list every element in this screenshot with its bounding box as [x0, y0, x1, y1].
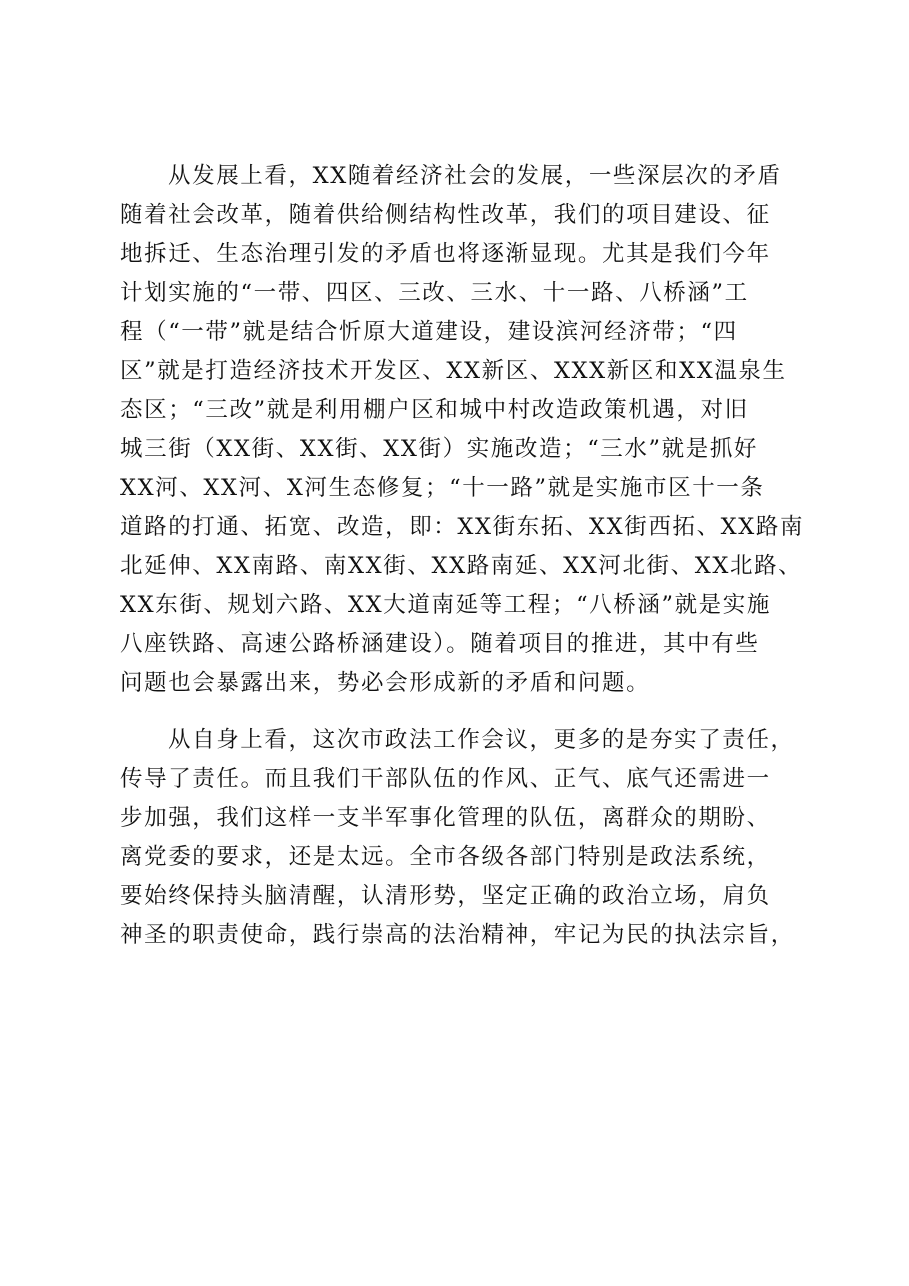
text-line: 八座铁路、高速公路桥涵建设）。随着项目的推进，其中有些: [120, 631, 760, 657]
text-line: 城三街（XX街、XX街、XX街）实施改造；“三水”就是抓好: [120, 436, 759, 462]
text-line: 程（“一带”就是结合忻原大道建设，建设滨河经济带；“四: [120, 319, 738, 345]
text-line: 地拆迁、生态治理引发的矛盾也将逐渐显现。尤其是我们今年: [120, 241, 771, 267]
paragraph-self: [120, 721, 800, 955]
paragraph-gap: [120, 703, 800, 721]
text-line: 从发展上看，XX随着经济社会的发展，一些深层次的矛盾: [168, 163, 782, 189]
paragraph-development: [120, 157, 805, 703]
document-body: [120, 157, 805, 955]
text-line: 要始终保持头脑清醒，认清形势，坚定正确的政治立场，肩负: [120, 883, 771, 909]
text-line: 步加强，我们这样一支半军事化管理的队伍，离群众的期盼、: [120, 805, 771, 831]
text-line: 态区；“三改”就是利用棚户区和城中村改造政策机遇，对旧: [120, 397, 749, 423]
text-line: 离党委的要求，还是太远。全市各级各部门特别是政法系统，: [120, 844, 771, 870]
text-line: 传导了责任。而且我们干部队伍的作风、正气、底气还需进一: [120, 766, 771, 792]
text-line: 从自身上看，这次市政法工作会议，更多的是夯实了责任，: [168, 727, 795, 753]
text-line: 道路的打通、拓宽、改造，即：XX街东拓、XX街西拓、XX路南: [120, 514, 805, 540]
text-line: 神圣的职责使命，践行崇高的法治精神，牢记为民的执法宗旨，: [120, 922, 795, 948]
text-line: XX河、XX河、X河生态修复；“十一路”就是实施市区十一条: [120, 475, 765, 501]
text-line: 区”就是打造经济技术开发区、XX新区、XXX新区和XX温泉生: [120, 358, 787, 384]
text-line: 北延伸、XX南路、南XX街、XX路南延、XX河北街、XX北路、: [120, 553, 803, 579]
text-line: 问题也会暴露出来，势必会形成新的矛盾和问题。: [120, 670, 651, 696]
text-line: XX东街、规划六路、XX大道南延等工程；“八桥涵”就是实施: [120, 592, 771, 618]
text-line: 计划实施的“一带、四区、三改、三水、十一路、八桥涵”工: [120, 280, 749, 306]
text-line: 随着社会改革，随着供给侧结构性改革，我们的项目建设、征: [120, 202, 771, 228]
